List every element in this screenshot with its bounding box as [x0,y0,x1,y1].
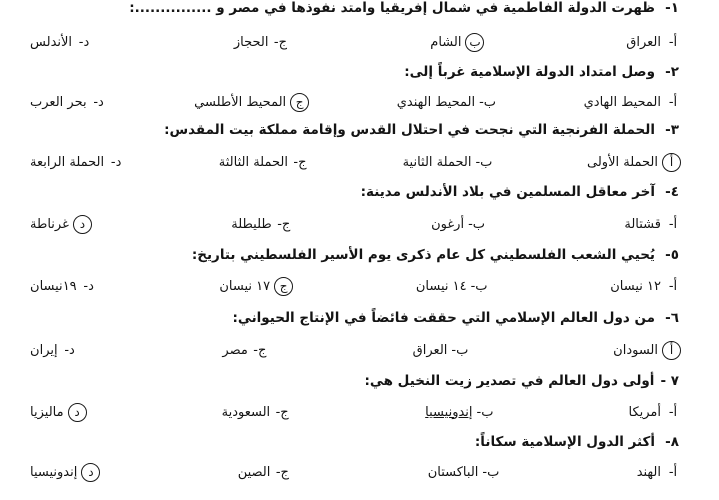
option-d[interactable]: د- إيران [30,342,75,358]
question-text: من دول العالم الإسلامي التي حققت فائضاً في الإنتاج الحيواني: [232,310,655,326]
options-row-5 [30,275,681,297]
option-b[interactable]: ب- المحيط الهندي [396,94,497,110]
question-3 [20,119,679,141]
question-8 [20,431,679,453]
option-a[interactable]: أ- العراق [626,34,678,50]
option-a[interactable]: أ- الهند [636,464,678,480]
question-6 [20,307,679,329]
question-7 [20,370,679,392]
option-c[interactable]: ج- الحجاز [233,34,288,50]
option-b[interactable]: ب- الباكستان [427,464,500,480]
option-d[interactable]: د- ١٩نيسان [30,278,94,294]
question-4 [20,181,679,203]
question-number: ٢- [665,64,679,80]
options-row-6 [30,339,681,361]
question-1 [20,0,679,19]
question-number: ٧ - [660,373,679,389]
option-d-circled[interactable]: د ماليزيا [30,403,87,422]
question-text: آخر معاقل المسلمين في بلاد الأندلس مدينة: [360,184,655,200]
option-d[interactable]: د- الحملة الرابعة [30,154,122,170]
option-d[interactable]: د- الأندلس [30,34,90,50]
options-row-8 [30,461,681,483]
option-c[interactable]: ج- الحملة الثالثة [218,154,307,170]
options-row-2 [30,91,681,113]
option-c-circled[interactable]: ج المحيط الأطلسي [194,93,309,112]
options-row-3 [30,151,681,173]
option-a[interactable]: أ- المحيط الهادي [583,94,678,110]
option-b[interactable]: ب- ١٤ نيسان [415,278,488,294]
options-row-4 [30,213,681,235]
option-a-circled[interactable]: أ الحملة الأولى [587,153,681,172]
question-text: ظهرت الدولة الفاطمية في شمال إفريقيا وامتد نفوذها في مصر و ...............: [129,0,655,16]
question-text: الحملة الفرنجية التي نجحت في احتلال القدس وإقامة مملكة بيت المقدس: [164,122,655,138]
question-number: ٦- [665,310,679,326]
question-number: ٣- [665,122,679,138]
question-5 [20,244,679,266]
question-number: ٤- [665,184,679,200]
option-c-circled[interactable]: ج ١٧ نيسان [219,277,293,296]
option-b[interactable]: ب- العراق [412,342,469,358]
option-b-underlined[interactable]: ب- إندونيسيا [425,404,494,420]
question-text: يُحيي الشعب الفلسطيني كل عام ذكرى يوم الأسير الفلسطيني بتاريخ: [191,247,655,263]
question-number: ٥- [665,247,679,263]
option-b-circled[interactable]: ب الشام [430,33,484,52]
option-a-circled[interactable]: أ السودان [613,341,681,360]
option-a[interactable]: أ- ١٢ نيسان [610,278,678,294]
question-number: ١- [665,0,679,16]
option-d-circled[interactable]: د غرناطة [30,215,92,234]
option-c[interactable]: ج- السعودية [221,404,289,420]
option-a[interactable]: أ- أمريكا [628,404,678,420]
option-c[interactable]: ج- مصر [222,342,267,358]
option-c[interactable]: ج- طليطلة [231,216,291,232]
option-b[interactable]: ب- الحملة الثانية [402,154,493,170]
option-d[interactable]: د- بحر العرب [30,94,104,110]
question-text: وصل امتداد الدولة الإسلامية غرباً إلى: [404,64,655,80]
options-row-1 [30,31,681,53]
option-b[interactable]: ب- أرغون [431,216,485,232]
question-text: أكثر الدول الإسلامية سكاناً: [474,434,655,450]
question-text: أولى دول العالم في تصدير زيت النخيل هي: [364,373,655,389]
option-d-circled[interactable]: د إندونيسيا [30,463,100,482]
option-a[interactable]: أ- قشتالة [624,216,678,232]
question-number: ٨- [665,434,679,450]
options-row-7 [30,401,681,423]
question-2 [20,61,679,83]
option-c[interactable]: ج- الصين [237,464,289,480]
